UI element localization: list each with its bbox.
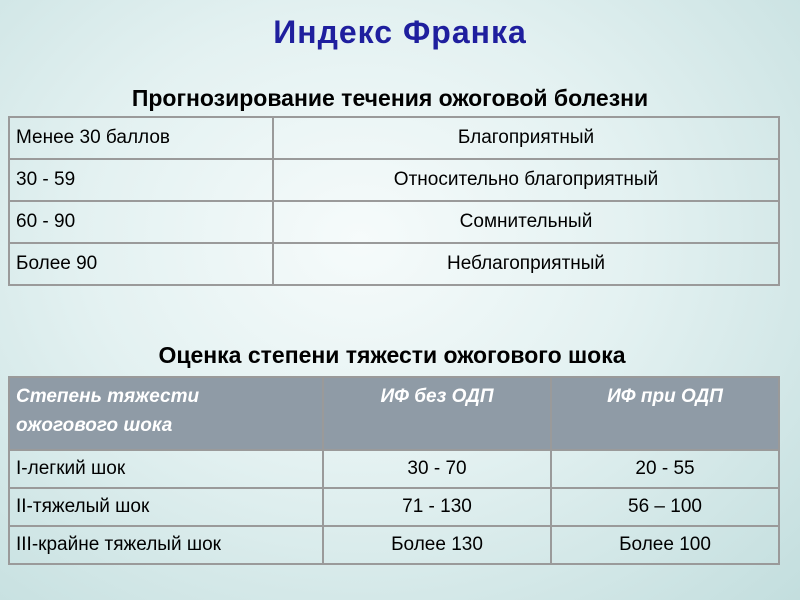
prognosis-range-cell: 60 - 90 — [9, 201, 273, 243]
severity-cell: III-крайне тяжелый шок — [9, 526, 323, 564]
severity-cell: II-тяжелый шок — [9, 488, 323, 526]
prognosis-heading: Прогнозирование течения ожоговой болезни — [131, 85, 649, 111]
prognosis-table — [8, 116, 780, 286]
severity-column-header — [9, 377, 323, 450]
prognosis-range-cell: 30 - 59 — [9, 159, 273, 201]
severity-header-line1: Степень тяжести — [16, 386, 200, 407]
table-header-row — [9, 377, 779, 450]
without-odp-cell: 30 - 70 — [323, 450, 551, 488]
prognosis-range-cell: Более 90 — [9, 243, 273, 285]
table-row — [9, 488, 779, 526]
without-odp-cell: Более 130 — [323, 526, 551, 564]
prognosis-outcome-cell: Сомнительный — [273, 201, 779, 243]
table-row — [9, 243, 779, 285]
severity-header-line2: ожогового шока — [16, 415, 173, 436]
prognosis-outcome-cell: Относительно благоприятный — [273, 159, 779, 201]
prognosis-outcome-cell: Неблагоприятный — [273, 243, 779, 285]
shock-heading: Оценка степени тяжести ожогового шока — [158, 342, 626, 368]
with-odp-cell: 56 – 100 — [551, 488, 779, 526]
severity-cell: I-легкий шок — [9, 450, 323, 488]
table-row — [9, 526, 779, 564]
with-odp-cell: Более 100 — [551, 526, 779, 564]
with-odp-cell: 20 - 55 — [551, 450, 779, 488]
table-row — [9, 450, 779, 488]
table-row — [9, 201, 779, 243]
with-odp-column-header: ИФ при ОДП — [551, 377, 779, 450]
table-row — [9, 159, 779, 201]
table-row — [9, 117, 779, 159]
prognosis-range-cell: Менее 30 баллов — [9, 117, 273, 159]
slide-title: Индекс Франка — [273, 14, 527, 50]
prognosis-outcome-cell: Благоприятный — [273, 117, 779, 159]
without-odp-cell: 71 - 130 — [323, 488, 551, 526]
shock-table — [8, 376, 780, 565]
without-odp-column-header: ИФ без ОДП — [323, 377, 551, 450]
